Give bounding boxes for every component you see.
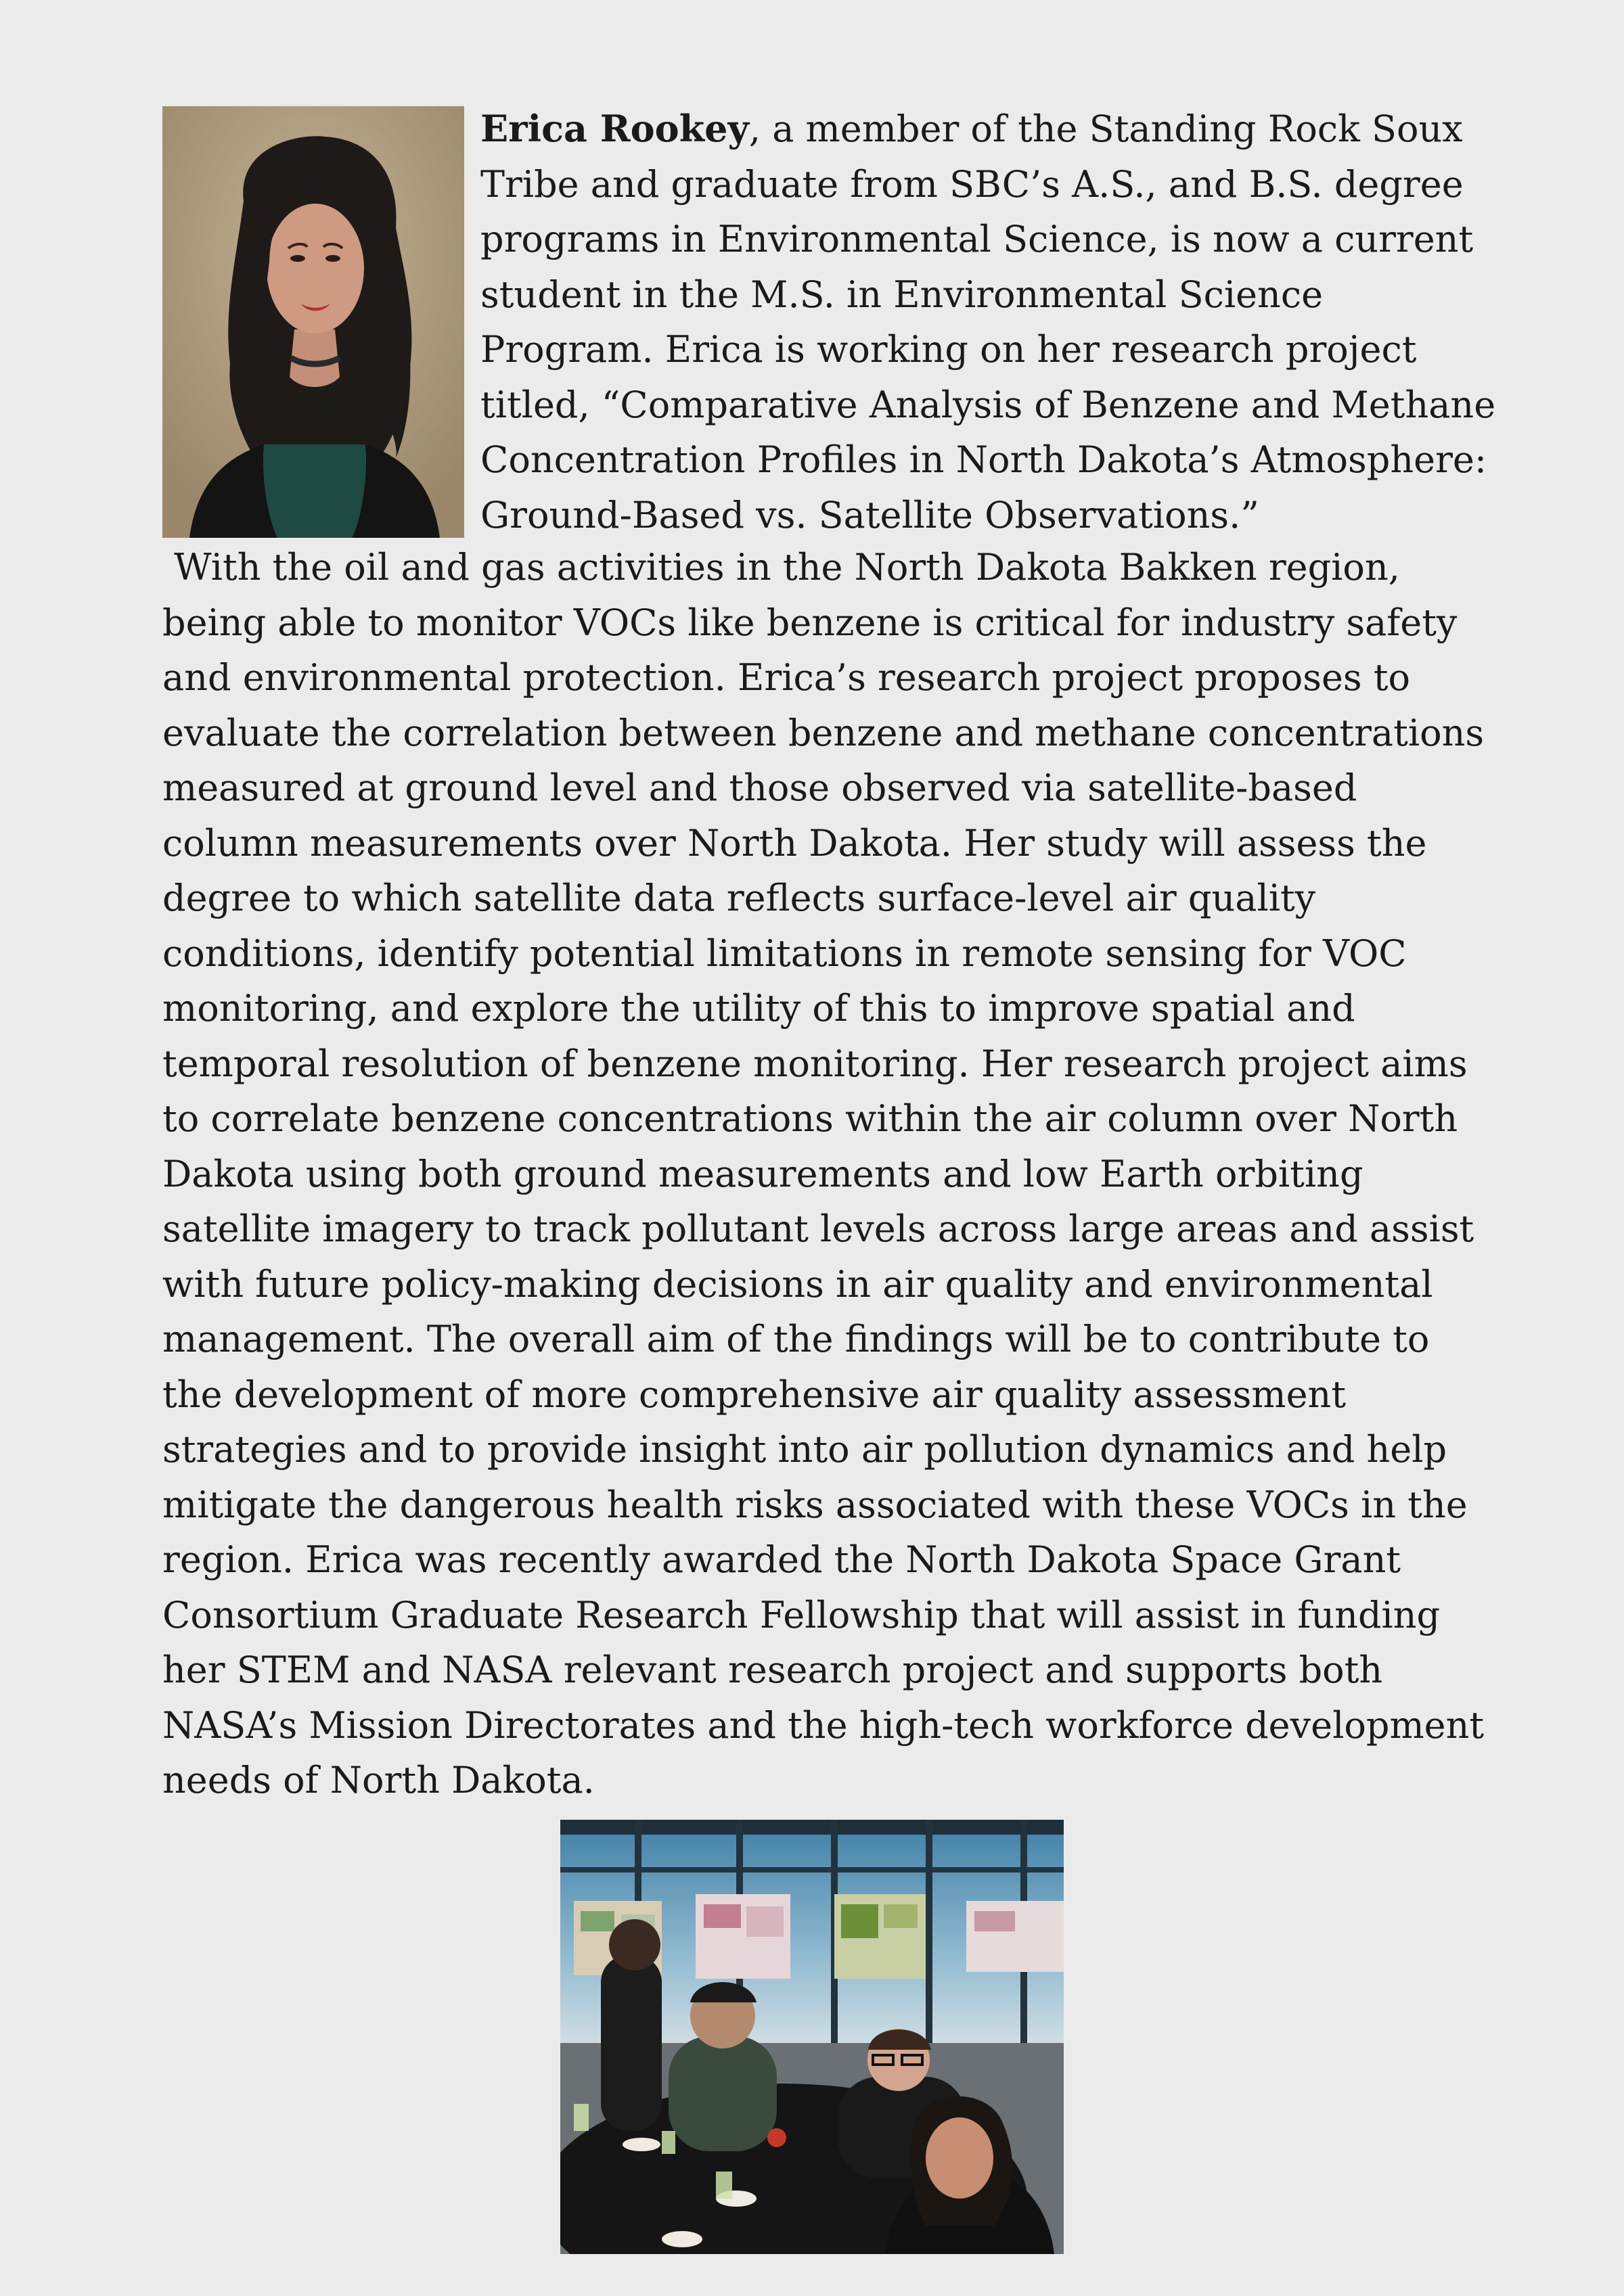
body-line: With the oil and gas activities in the North Dakota Bakken region, <box>162 546 1400 589</box>
intro-line: student in the M.S. in Environmental Science <box>480 273 1324 316</box>
body-line: needs of North Dakota. <box>162 1759 595 1801</box>
body-line: evaluate the correlation between benzene and methane concentrations <box>162 711 1485 754</box>
body-line: management. The overall aim of the findings will be to contribute to <box>162 1318 1430 1360</box>
body-line: satellite imagery to track pollutant levels across large areas and assist <box>162 1208 1474 1250</box>
body-line: mitigate the dangerous health risks associated with these VOCs in the <box>162 1483 1468 1526</box>
body-line: with future policy-making decisions in air quality and environmental <box>162 1262 1433 1306</box>
intro-line: Program. Erica is working on her research project <box>480 328 1417 371</box>
body-line: conditions, identify potential limitations in remote sensing for VOC <box>162 932 1407 975</box>
intro-line <box>480 101 1495 157</box>
group-photo <box>560 1820 1064 2254</box>
body-paragraph <box>162 540 1485 1808</box>
body-line: monitoring, and explore the utility of this to improve spatial and <box>162 987 1355 1030</box>
body-line: temporal resolution of benzene monitoring. Her research project aims <box>162 1042 1468 1085</box>
person-name: Erica Rookey <box>480 107 749 150</box>
intro-line: programs in Environmental Science, is now a current <box>480 218 1474 260</box>
body-line: region. Erica was recently awarded the North Dakota Space Grant <box>162 1538 1401 1581</box>
body-line: being able to monitor VOCs like benzene is critical for industry safety <box>162 601 1458 644</box>
intro-line: titled, “Comparative Analysis of Benzene and Methane <box>480 383 1496 426</box>
intro-line: Ground-Based vs. Satellite Observations.” <box>480 493 1259 536</box>
body-line: column measurements over North Dakota. Her study will assess the <box>162 821 1427 865</box>
body-line: Consortium Graduate Research Fellowship that will assist in funding <box>162 1593 1441 1636</box>
body-line: the development of more comprehensive air quality assessment <box>162 1373 1347 1416</box>
body-line: measured at ground level and those observed via satellite-based <box>162 766 1357 809</box>
intro-line: Tribe and graduate from SBC’s A.S., and B.S. degree <box>480 162 1464 206</box>
body-line: NASA’s Mission Directorates and the high-tech workforce development <box>162 1703 1485 1747</box>
body-line: and environmental protection. Erica’s research project proposes to <box>162 656 1411 699</box>
intro-paragraph <box>480 101 1495 543</box>
body-line: Dakota using both ground measurements and low Earth orbiting <box>162 1152 1363 1195</box>
body-line: her STEM and NASA relevant research project and supports both <box>162 1649 1383 1691</box>
body-line: strategies and to provide insight into air pollution dynamics and help <box>162 1428 1447 1471</box>
intro-line: Concentration Profiles in North Dakota’s Atmosphere: <box>480 438 1487 481</box>
intro-line-1-rest: , a member of the Standing Rock Soux <box>748 108 1463 150</box>
body-line: degree to which satellite data reflects surface-level air quality <box>162 877 1316 919</box>
portrait-photo <box>162 106 464 538</box>
body-line: to correlate benzene concentrations within the air column over North <box>162 1097 1458 1140</box>
